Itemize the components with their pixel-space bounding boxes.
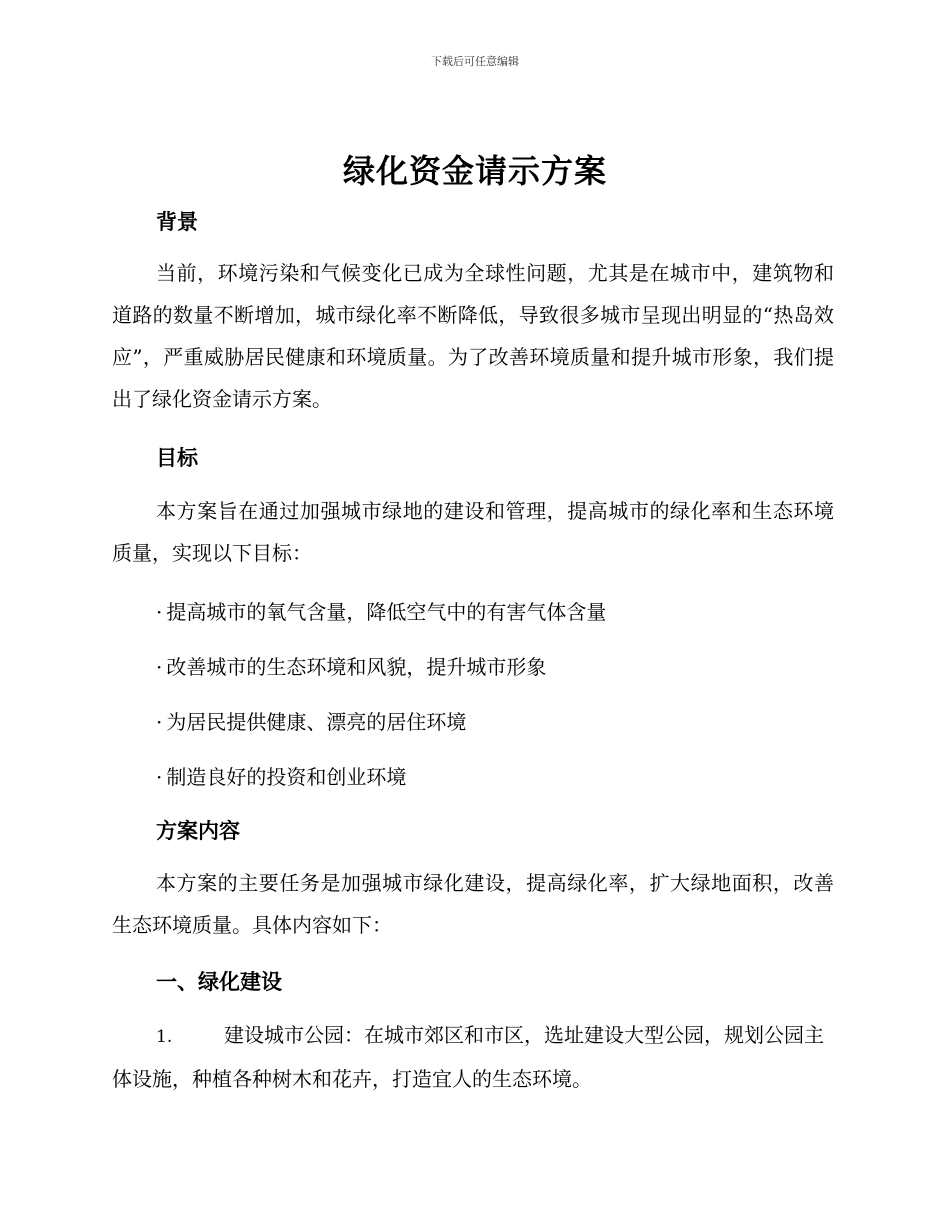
subheading-greening-construction: 一、绿化建设 bbox=[156, 970, 282, 994]
heading-goal: 目标 bbox=[156, 446, 198, 470]
item-number: 1. bbox=[156, 1027, 173, 1047]
bullet-mark: · bbox=[156, 655, 163, 679]
goal-bullet-item bbox=[156, 596, 606, 625]
goal-bullet-item bbox=[156, 706, 466, 735]
bullet-text: 改善城市的生态环境和风貌，提升城市形象 bbox=[166, 655, 547, 679]
header-note: 下载后可任意编辑 bbox=[431, 55, 519, 68]
bullet-mark: · bbox=[156, 600, 163, 624]
goal-bullet-item bbox=[156, 651, 546, 680]
bullet-text: 为居民提供健康、漂亮的居住环境 bbox=[166, 710, 467, 734]
bullet-text: 提高城市的氧气含量，降低空气中的有害气体含量 bbox=[166, 600, 607, 624]
item-text: 建设城市公园：在城市郊区和市区，选址建设大型公园，规划公园主体设施，种植各种树木和花卉，打造宜人的生态环境。 bbox=[112, 1023, 824, 1091]
numbered-item bbox=[112, 1014, 834, 1100]
document-title: 绿化资金请示方案 bbox=[342, 152, 607, 190]
bullet-mark: · bbox=[156, 710, 163, 734]
heading-background: 背景 bbox=[156, 210, 198, 234]
bullet-mark: · bbox=[156, 765, 163, 789]
bullet-text: 制造良好的投资和创业环境 bbox=[166, 765, 407, 789]
heading-content: 方案内容 bbox=[156, 819, 240, 843]
paragraph-background: 当前，环境污染和气候变化已成为全球性问题，尤其是在城市中，建筑物和道路的数量不断增加，城市绿化率不断降低，导致很多城市呈现出明显的“热岛效应”，严重威胁居民健康和环境质量。为了改善环境质量和提升城市形象，我们提出了绿化资金请示方案。 bbox=[112, 261, 834, 411]
paragraph-goal: 本方案旨在通过加强城市绿地的建设和管理，提高城市的绿化率和生态环境质量，实现以下目标： bbox=[112, 499, 834, 565]
paragraph-content: 本方案的主要任务是加强城市绿化建设，提高绿化率，扩大绿地面积，改善生态环境质量。具体内容如下： bbox=[112, 871, 834, 937]
goal-bullet-item bbox=[156, 761, 406, 790]
